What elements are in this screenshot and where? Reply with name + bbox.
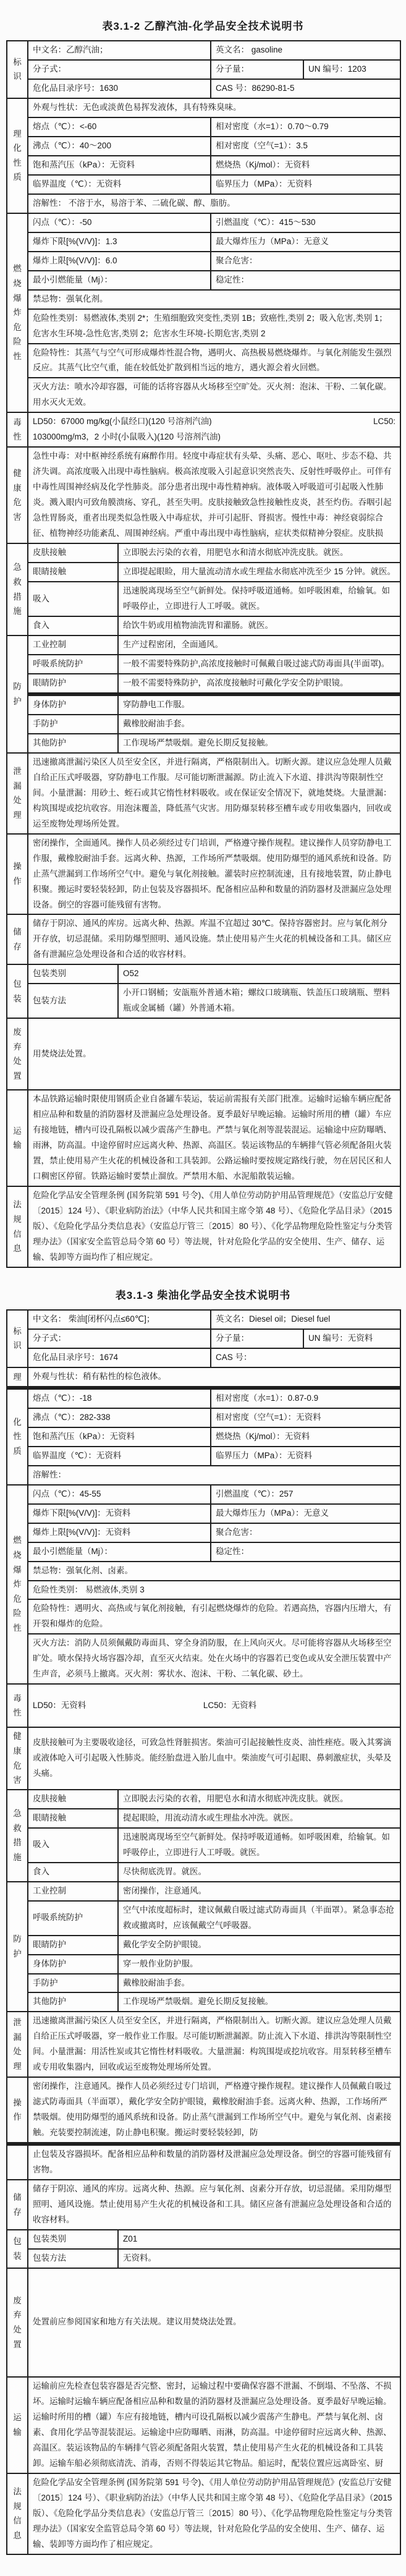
t2-aid-eye-value: 提起眼睑，用流动清水或生理盐水冲洗。就医。 [118, 1809, 400, 1828]
t2-chinese-name: 中文名： 柴油[闭杯闪点≤60℃]； [28, 1310, 211, 1329]
t2-prot-other-value: 工作现场严禁吸烟。避免长期反复接触。 [118, 1992, 400, 2012]
table-row [7, 1523, 400, 1542]
table-row [7, 616, 400, 635]
t2-section-label-transport: 运输 [7, 2377, 28, 2473]
t1-prot-other-key: 其他防护 [28, 734, 118, 753]
table-row [7, 1348, 400, 1367]
t2-prot-resp-key: 呼吸系统防护 [28, 1901, 118, 1936]
table-row [7, 60, 400, 79]
t2-toxicity [28, 1684, 400, 1727]
t2-section-label-packaging: 包装 [7, 2230, 28, 2268]
t1-stability: 稳定性： [211, 271, 400, 290]
table-row [7, 2377, 400, 2473]
t2-operation-part1: 密闭操作，注意通风。操作人员必须经过专门培训，严格遵守操作规程。建议操作人员佩戴自吸过滤式防毒面具（半面罩），戴化学安全防护眼镜，戴橡胶耐油手套。远离火种、热源，工作场所严禁吸烟。使用防爆型的通风系统和设备。防止蒸气泄漏到工作场所空气中。避免与氧化剂、卤素接触。充装要控制流速，防止静电积聚。搬运时要轻装轻卸，防 [28, 2077, 400, 2144]
t2-operation-part2: 止包装及容器损坏。配备相应品种和数量的消防器材及泄漏应急处理设备。倒空的容器可能残留有害物。 [28, 2144, 400, 2180]
t2-molecular-formula: 分子式： [28, 1329, 211, 1348]
t2-polymerization-hazard: 聚合危害： [211, 1523, 400, 1542]
t1-section-label-operation: 操作 [7, 834, 28, 915]
t2-prot-eye-value: 戴化学安全防护眼镜。 [118, 1936, 400, 1955]
t2-prot-hand-value: 戴橡胶耐油手套。 [118, 1974, 400, 1993]
t1-aid-eye-value: 立即提起眼睑，用大量流动清水或生理盐水彻底冲洗至少 15 分钟。就医。 [118, 563, 400, 582]
t1-aid-inhale-value: 迅速脱离现场至空气新鲜处。保持呼吸道通畅。如呼吸困难，给输氧。如呼吸停止，立即进行人工呼吸。就医。 [118, 582, 400, 616]
t1-regulations: 危险化学品安全管理条例 (国务院第 591 号令)、《用人单位劳动防护用品管理规范》（安监总厅安健〔2015〕124 号）、《职业病防治法》（中华人民共和国主席令第 48 号）、《危险化学品目录》（2015 版）、《危险化学品分类信息表》（安监总厅管三〔2015〕80 号）、《化学品物理危险性鉴定与分类管理办法》（国家安全监管总局令第 60 号）等法规，针对危险化学品的安全使用、生产、储存、运输、装卸等方面均作了相应规定。 [28, 1186, 400, 1267]
t2-health-hazard: 皮肤接触可为主要吸收途径，可致急性肾脏损害。柴油可引起接触性皮炎、油性痤疮。吸入其雾滴或液体呛入可引起吸入性肺炎。能经胎盘进入胎儿血中。柴油废气可引起眼、鼻刺激症状，头晕及头痛。 [28, 1727, 400, 1790]
t2-regulations: 危险化学品安全管理条例 (国务院第 591 号令)、《用人单位劳动防护用品管理规范》(安监总厅安健〔2015〕124 号）、《职业病防治法》（中华人民共和国主席令第 48 号）、《危险化学品目录》（2015 版）、《危险化学品分类信息表》（安监总厅管三〔2015〕80 号）、《化学品物理危险性鉴定与分类管理办法》（国家安全监管总局令第 60 号）等法规，针对危险化学品的安全使用、生产、储存、运输、装卸等方面均作了相应规定。 [28, 2473, 400, 2554]
t1-explosion-upper-limit: 爆炸上限[%(V/V)]：6.0 [28, 252, 211, 271]
table-row [7, 1388, 400, 1408]
table1-title: 表3.1-2 乙醇汽油-化学品安全技术说明书 [102, 20, 304, 32]
t2-aid-ingest-key: 食入 [28, 1863, 118, 1882]
table-row [7, 1955, 400, 1974]
table-row [7, 563, 400, 582]
t2-section-label-waste: 废弃处置 [7, 2268, 28, 2377]
table-row [7, 1809, 400, 1828]
t2-waste-disposal: 处置前应参阅国家和地方有关法规。建议用焚烧法处置。 [28, 2268, 400, 2377]
t2-section-label-health: 健康危害 [7, 1727, 28, 1790]
t1-section-label-health: 健康危害 [7, 447, 28, 543]
t1-relative-density-water: 相对密度（水=1）：0.70～0.79 [211, 117, 400, 137]
t1-lc50-label: LC50: [373, 417, 396, 427]
table-row [7, 2012, 400, 2077]
t1-storage: 储存于阴凉、通风的库房。远离火种、热源。库温不宜超过 30℃。保持容器密封。应与氧化剂分开存放，切忌混储。采用防爆型照明、通风设施。禁止使用易产生火花的机械设备和工具。储区应备有泄漏应急处理设备和合适的收容材料。 [28, 914, 400, 964]
table-row [7, 194, 400, 213]
table-row [7, 1408, 400, 1427]
table-row [7, 2249, 400, 2268]
table-row [7, 1974, 400, 1993]
t1-prot-resp-key: 呼吸系统防护 [28, 655, 118, 674]
table-row [7, 213, 400, 232]
table-row [7, 543, 400, 563]
t2-pack-method-value: 无资料。 [118, 2249, 400, 2268]
t1-section-label-leak: 泄漏处理 [7, 753, 28, 834]
table-row [7, 232, 400, 252]
table-row [7, 1863, 400, 1882]
t2-aid-inhale-value: 迅速脱离现场至空气新鲜处。保持呼吸道通畅。如呼吸困难，给输氧。如呼吸停止，立即进行人工呼吸。就医。 [118, 1828, 400, 1863]
table-row [7, 1018, 400, 1090]
table-row [7, 1427, 400, 1447]
t1-aid-inhale-key: 吸入 [28, 582, 118, 616]
table-row [7, 79, 400, 98]
t1-fire-fighting-method: 灭火方法：喷水冷却容器，可能的话将容器从火场移至空旷处。灭火剂：泡沫、干粉、二氧化碳。用水灭火无效。 [28, 378, 400, 412]
t1-max-explosion-pressure: 最大爆炸压力（MPa）：无意义 [211, 232, 400, 252]
t2-aid-skin-key: 皮肤接触 [28, 1790, 118, 1809]
table2-title: 表3.1-3 柴油化学品安全技术说明书 [115, 1289, 291, 1301]
t2-min-ignition-energy: 最小引燃能量（Mj）： [28, 1542, 211, 1562]
t2-aid-eye-key: 眼睛接触 [28, 1809, 118, 1828]
t1-ignition-temperature: 引燃温度（℃）：415～530 [211, 213, 400, 232]
t2-ld50: LD50：无资料 [33, 1700, 87, 1710]
table-row [7, 2180, 400, 2230]
t1-aid-skin-value: 立即脱去污染的衣着，用肥皂水和清水彻底冲洗皮肤。就医。 [118, 543, 400, 563]
t1-section-label-physical: 理化性质 [7, 98, 28, 213]
t1-explosion-lower-limit: 爆炸下限[%(V/V)]：1.3 [28, 232, 211, 252]
table-row [7, 1466, 400, 1485]
table-row [7, 1634, 400, 1684]
t2-section-label-protection: 防护 [7, 1882, 28, 2012]
t1-aid-eye-key: 眼睛接触 [28, 563, 118, 582]
t2-english-name: 英文名：Diesel oil；Diesel fuel [211, 1310, 400, 1329]
t1-section-label-toxicity: 毒性 [7, 412, 28, 447]
table-row [7, 635, 400, 655]
t1-prot-resp-value: 一般不需要特殊防护,高浓度接触时可佩戴自吸过滤式防毒面具(半面罩)。 [118, 655, 400, 674]
t1-pack-method-value: 小开口钢桶；安瓿瓶外普通木箱；螺纹口玻璃瓶、铁盖压口玻璃瓶、塑料瓶或金属桶（罐）外普通木箱。 [118, 984, 400, 1018]
table-row [7, 1329, 400, 1348]
t1-prot-industry-value: 生产过程密闭，全面通风。 [118, 635, 400, 655]
t1-prot-other-value: 工作现场严禁吸烟。避免长期反复接触。 [118, 734, 400, 753]
t1-hazard-class: 危险性类别：易燃液体,类别 2*；生殖细胞致突变性,类别 1B；致癌性,类别 2；吸入危害,类别 1；危害水生环境-急性危害,类别 2；危害水生环境-长期危害,类别 2 [28, 309, 400, 344]
t2-aid-skin-value: 立即脱去污染的衣着，用肥皂水和清水彻底冲洗皮肤。就医。 [118, 1790, 400, 1809]
t2-explosion-lower-limit: 爆炸下限[%(V/V)]：无资料 [28, 1504, 211, 1523]
t1-cas-number: CAS 号：86290-81-5 [211, 79, 400, 98]
table-row [7, 1882, 400, 1901]
t2-max-explosion-pressure: 最大爆炸压力（MPa）：无意义 [211, 1504, 400, 1523]
t2-cas-number: CAS 号： [211, 1348, 400, 1367]
t2-aid-inhale-key: 吸入 [28, 1828, 118, 1863]
table-row [7, 2144, 400, 2180]
t1-molecular-formula: 分子式： [28, 60, 211, 79]
table-row [7, 1727, 400, 1790]
t2-hazard-class: 危险性类别： 易燃液体,类别 3 [28, 1581, 400, 1600]
t1-section-label-packaging: 包装 [7, 964, 28, 1018]
t1-flash-point: 闪点（℃）：-50 [28, 213, 211, 232]
t1-incompatibles: 禁忌物：强氧化剂。 [28, 290, 400, 309]
t1-chinese-name: 中文名：乙醇汽油； [28, 41, 211, 60]
table-row [7, 734, 400, 753]
table-row [7, 309, 400, 344]
t2-prot-body-key: 身体防护 [28, 1955, 118, 1974]
t2-relative-density-water: 相对密度（水=1）：0.87-0.9 [211, 1388, 400, 1408]
t2-prot-industry-key: 工业控制 [28, 1882, 118, 1901]
t2-prot-resp-value: 空气中浓度超标时，建议佩戴自吸过滤式防毒面具（半面罩）。紧急事态抢救或撤离时，应该佩戴空气呼吸器。 [118, 1901, 400, 1936]
table2-msds [6, 1309, 401, 2555]
table-row [7, 1485, 400, 1504]
t1-prot-hand-key: 手防护 [28, 715, 118, 734]
t1-aid-ingest-key: 食入 [28, 616, 118, 635]
t2-section-label-leak: 泄漏处理 [7, 2012, 28, 2077]
table1-msds [6, 40, 401, 1268]
t2-storage: 储存于阴凉、通风的库房。远离火种、热源。应与氧化剂、卤素分开存放，切忌混储。采用防爆型照明、通风设施。禁止使用易产生火花的机械设备和工具。储区应备有泄漏应急处理设备和合适的收容材料。 [28, 2180, 400, 2230]
t2-section-label-identification: 标识 [7, 1310, 28, 1367]
t2-appearance: 外观与性状：稍有粘性的棕色液体。 [28, 1367, 400, 1388]
table-row [7, 1790, 400, 1809]
table-row [7, 156, 400, 175]
t2-prot-body-value: 穿一般作业防护服。 [118, 1955, 400, 1974]
t2-molecular-weight: 分子量： [211, 1329, 303, 1348]
t2-critical-temperature: 临界温度（℃）：无资料 [28, 1447, 211, 1466]
t1-critical-pressure: 临界压力（MPa）：无资料 [211, 175, 400, 194]
table-row [7, 694, 400, 715]
table-row [7, 1447, 400, 1466]
t1-prot-hand-value: 戴橡胶耐油手套。 [118, 715, 400, 734]
t2-section-label-first-aid: 急救措施 [7, 1790, 28, 1882]
t2-fire-fighting-method: 灭火方法：消防人员须佩戴防毒面具、穿全身消防服，在上风向灭火。尽可能将容器从火场移至空旷处。喷水保持火场容器冷却，直至灭火结束。处在火场中的容器若已变色或从安全泄压装置中产生声音，必须马上撤离。灭火剂：雾状水、泡沫、干粉、二氧化碳、砂土。 [28, 1634, 400, 1684]
t2-combustion-heat: 燃烧热（Kj/mol）：无资料 [211, 1427, 400, 1447]
t2-operation-label-spacer [7, 2144, 28, 2180]
t1-toxicity [28, 412, 400, 447]
table-row [7, 1599, 400, 1634]
table-row [7, 753, 400, 834]
t2-explosion-upper-limit: 爆炸上限[%(V/V)]：无资料 [28, 1523, 211, 1542]
t1-health-hazard: 急性中毒：对中枢神经系统有麻醉作用。轻度中毒症状有头晕、头痛、恶心、呕吐、步态不稳、共济失调。高浓度吸入出现中毒性脑病。极高浓度吸入引起意识突然丧失、反射性呼吸停止。可伴有中毒性周围神经病及化学性肺炎。部分患者出现中毒性精神病。液体吸入呼吸道可引起吸入性肺炎。溅入眼内可致角膜溃疡、穿孔，甚至失明。皮肤接触致急性接触性皮炎，甚至灼伤。吞咽引起急性胃肠炎，重者出现类似急性吸入中毒症状，并可引起肝、肾损害。慢性中毒：神经衰弱综合征、植物神经功能紊乱、周围神经病。严重中毒出现中毒性脑病，症状类似精神分裂症。皮肤损 [28, 447, 400, 543]
table-row [7, 1992, 400, 2012]
table-row [7, 1186, 400, 1267]
t2-vapor-pressure: 饱和蒸汽压（kPa）：无资料 [28, 1427, 211, 1447]
t1-aid-ingest-value: 给饮牛奶或用植物油洗胃和灌肠。就医。 [118, 616, 400, 635]
t2-aid-ingest-value: 尽快彻底洗胃。就医。 [118, 1863, 400, 1882]
t2-section-label-storage: 储存 [7, 2180, 28, 2230]
t2-flash-point: 闪点（℃）：45-55 [28, 1485, 211, 1504]
t1-pack-category-value: O52 [118, 964, 400, 984]
t1-ld50: LD50：67000 mg/kg(小鼠经口)(120 号溶剂汽油) [33, 417, 212, 427]
t2-pack-category-value: Z01 [118, 2230, 400, 2249]
table-row [7, 1367, 400, 1388]
t2-solubility: 溶解性： [28, 1466, 400, 1485]
table-row [7, 137, 400, 156]
t1-solubility: 溶解性： 不溶于水，易溶于苯、二硫化碳、醇、脂肪。 [28, 194, 400, 213]
t1-un-number: UN 编号：1203 [303, 60, 400, 79]
t2-prot-other-key: 其他防护 [28, 1992, 118, 2012]
table-row [7, 1901, 400, 1936]
t2-section-label-toxicity: 毒性 [7, 1684, 28, 1727]
t1-boiling-point: 沸点（℃）：40～200 [28, 137, 211, 156]
t2-pack-category-key: 包装类别 [28, 2230, 118, 2249]
t1-prot-body-value: 穿防静电工作服。 [118, 694, 400, 715]
t1-appearance: 外观与性状：无色或淡黄色易挥发液体，具有特殊臭味。 [28, 98, 400, 117]
table-row [7, 582, 400, 616]
t1-min-ignition-energy: 最小引燃能量（Mj）： [28, 271, 211, 290]
t2-prot-industry-value: 密闭操作，注意通风。 [118, 1882, 400, 1901]
table-row [7, 41, 400, 60]
t1-leak-handling: 迅速撤离泄漏污染区人员至安全区，并进行隔离，严格限制出入。切断火源。建议应急处理人员戴自给正压式呼吸器，穿防静电工作服。尽可能切断泄漏源。防止流入下水道、排洪沟等限制性空间。小量泄漏：用砂土、蛭石或其它惰性材料吸收。或在保证安全情况下，就地焚烧。大量泄漏：构筑围堤或挖坑收容。用泡沫覆盖，降低蒸气灾害。用防爆泵转移至槽车或专用收集器内，回收或运至废物处理场所处置。 [28, 753, 400, 834]
t2-boiling-point: 沸点（℃）：282-338 [28, 1408, 211, 1427]
table-row [7, 1684, 400, 1727]
t2-incompatibles: 禁忌物：强氧化剂、卤素。 [28, 1562, 400, 1581]
t1-section-label-storage: 储存 [7, 914, 28, 964]
t2-section-label-operation: 操作 [7, 2077, 28, 2144]
t1-operation: 密闭操作，全面通风。操作人员必须经过专门培训，严格遵守操作规程。建议操作人员穿防静电工作服，戴橡胶耐油手套。远离火种、热源，工作场所严禁吸烟。使用防爆型的通风系统和设备。防止蒸气泄漏到工作场所空气中。避免与氧化剂接触。灌装时应控制流速，且有接地装置，防止静电积聚。搬运时要轻装轻卸，防止包装及容器损坏。配备相应品种和数量的消防器材及泄漏应急处理设备。倒空的容器可能残留有害物。 [28, 834, 400, 915]
t1-section-label-transport: 运输 [7, 1090, 28, 1186]
table-row [7, 1562, 400, 1581]
t1-pack-category-key: 包装类别 [28, 964, 118, 984]
table-row [7, 271, 400, 290]
table-row [7, 1310, 400, 1329]
table-row [7, 715, 400, 734]
t2-transport: 运输前应先检查包装容器是否完整、密封，运输过程中要确保容器不泄漏、不倒塌、不坠落、不损坏。运输时运输车辆应配备相应品种和数量的消防器材及泄漏应急处理设备。夏季最好早晚运输。运输时所用的槽（罐）车应有接地链，槽内可设孔隔板以减少震荡产生静电。严禁与氧化剂、卤素、食用化学品等混装混运。运输途中应防曝晒、雨淋，防高温。中途停留时应远离火种、热源、高温区。装运该物品的车辆排气管必须配备阻火装置，禁止使用易产生火花的机械设备和工具装卸。运输车船必须彻底清洗、消毒，否则不得装运其它物品。船运时，配装位置应远离卧室、厨 [28, 2377, 400, 2473]
table-row [7, 175, 400, 194]
t1-molecular-weight: 分子量： [211, 60, 303, 79]
t2-un-number: UN 编号：无资料 [303, 1329, 400, 1348]
t2-relative-density-air: 相对密度（空气=1）：无资料 [211, 1408, 400, 1427]
t1-prot-eye-value: 一般不需要特殊防护，高浓度接触时可戴化学安全防护眼镜。 [118, 674, 400, 694]
t1-section-label-fire-explosion: 燃烧爆炸危险性 [7, 213, 28, 413]
table-row [7, 447, 400, 543]
t1-toxicity-line1 [33, 414, 395, 430]
table-row [7, 964, 400, 984]
t1-section-label-identification: 标识 [7, 41, 28, 98]
t1-lc50-value: 103000mg/m3，2 小时(小鼠吸入)(120 号溶剂汽油) [33, 432, 221, 442]
table-row [7, 2268, 400, 2377]
t1-relative-density-air: 相对密度（空气=1）：3.5 [211, 137, 400, 156]
t2-pack-method-key: 包装方法 [28, 2249, 118, 2268]
t2-ignition-temperature: 引燃温度（℃）：257 [211, 1485, 400, 1504]
table-row [7, 984, 400, 1018]
t2-prot-eye-key: 眼睛防护 [28, 1936, 118, 1955]
table-row [7, 290, 400, 309]
t2-catalog-number: 危化品目录序号：1674 [28, 1348, 211, 1367]
t1-section-label-first-aid: 急救措施 [7, 543, 28, 635]
t2-critical-pressure: 临界压力（MPa）：无资料 [211, 1447, 400, 1466]
t2-leak-handling: 迅速撤离泄漏污染区人员至安全区，并进行隔离，严格限制出入。切断火源。建议应急处理人员戴自给正压式呼吸器，穿一般作业工作服。尽可能切断泄漏源。防止流入下水道、排洪沟等限制性空间。小量泄漏：用活性炭或其它惰性材料吸收。大量泄漏：构筑围堤或挖坑收容。用泵转移至槽车或专用收集器内，回收或运至废物处理场所处置。 [28, 2012, 400, 2077]
t2-melting-point: 熔点（℃）：-18 [28, 1388, 211, 1408]
t1-section-label-waste: 废弃处置 [7, 1018, 28, 1090]
table-row [7, 655, 400, 674]
table-row [7, 834, 400, 915]
t2-section-label-regulations: 法规信息 [7, 2473, 28, 2554]
t1-prot-eye-key: 眼睛防护 [28, 674, 118, 694]
t1-vapor-pressure: 饱和蒸汽压（kPa）：无资料 [28, 156, 211, 175]
t1-prot-body-key: 身体防护 [28, 694, 118, 715]
t1-section-label-protection: 防护 [7, 635, 28, 753]
t1-aid-skin-key: 皮肤接触 [28, 543, 118, 563]
table-row [7, 1936, 400, 1955]
t1-melting-point: 熔点（℃）：<-60 [28, 117, 211, 137]
table-row [7, 1828, 400, 1863]
table-row [7, 674, 400, 694]
table-row [7, 98, 400, 117]
t2-lc50: LC50：无资料 [203, 1700, 257, 1710]
t1-polymerization-hazard: 聚合危害： [211, 252, 400, 271]
table-row [7, 252, 400, 271]
t1-prot-industry-key: 工业控制 [28, 635, 118, 655]
t2-prot-hand-key: 手防护 [28, 1974, 118, 1993]
t1-section-label-regulations: 法规信息 [7, 1186, 28, 1267]
table-row [7, 2077, 400, 2144]
t1-hazard-characteristics: 危险特性：其蒸气与空气可形成爆炸性混合物，遇明火、高热极易燃烧爆炸。与氧化剂能发生强烈反应。其蒸气比空气重，能在较低处扩散到相当远的地方，遇火源会着火回燃。 [28, 344, 400, 378]
table-row [7, 2230, 400, 2249]
table-row [7, 1090, 400, 1186]
table-row [7, 412, 400, 447]
table-row [7, 914, 400, 964]
table-row [7, 2473, 400, 2554]
t1-pack-method-key: 包装方法 [28, 984, 118, 1018]
table-row [7, 117, 400, 137]
table-row [7, 1542, 400, 1562]
t1-combustion-heat: 燃烧热（Kj/mol）：无资料 [211, 156, 400, 175]
table-row [7, 344, 400, 378]
t1-critical-temperature: 临界温度（℃）：无资料 [28, 175, 211, 194]
table-row [7, 1504, 400, 1523]
t2-hazard-characteristics: 危险特性：遇明火、高热或与氧化剂接触，有引起燃烧爆炸的危险。若遇高热，容器内压增大，有开裂和爆炸的危险。 [28, 1599, 400, 1634]
t2-section-label-fire-explosion: 燃烧爆炸危险性 [7, 1485, 28, 1685]
t1-catalog-number: 危化品目录序号：1630 [28, 79, 211, 98]
table-row [7, 378, 400, 412]
t2-stability: 稳定性： [211, 1542, 400, 1562]
table-row [7, 1581, 400, 1600]
t2-section-label-physical-1: 理 [7, 1367, 28, 1388]
t1-transport: 本品铁路运输时限使用钢质企业自备罐车装运，装运前需报有关部门批准。运输时运输车辆应配备相应品种和数量的消防器材及泄漏应急处理设备。夏季最好早晚运输。运输时所用的槽（罐）车应有接地链，槽内可设孔隔板以减少震荡产生静电。严禁与氧化剂等混装混运。运输途中应防曝晒、雨淋，防高温。中途停留时应远离火种、热源、高温区。装运该物品的车辆排气管必须配备阻火装置，禁止使用易产生火花的机械设备和工具装卸。公路运输时要按规定路线行驶，勿在居民区和人口稠密区停留。铁路运输时要禁止溜放。严禁用木船、水泥船散装运输。 [28, 1090, 400, 1186]
t1-english-name: 英文名： gasoline [211, 41, 400, 60]
t2-section-label-physical-2: 化性质 [7, 1388, 28, 1485]
t1-waste-disposal: 用焚烧法处置。 [28, 1018, 400, 1090]
